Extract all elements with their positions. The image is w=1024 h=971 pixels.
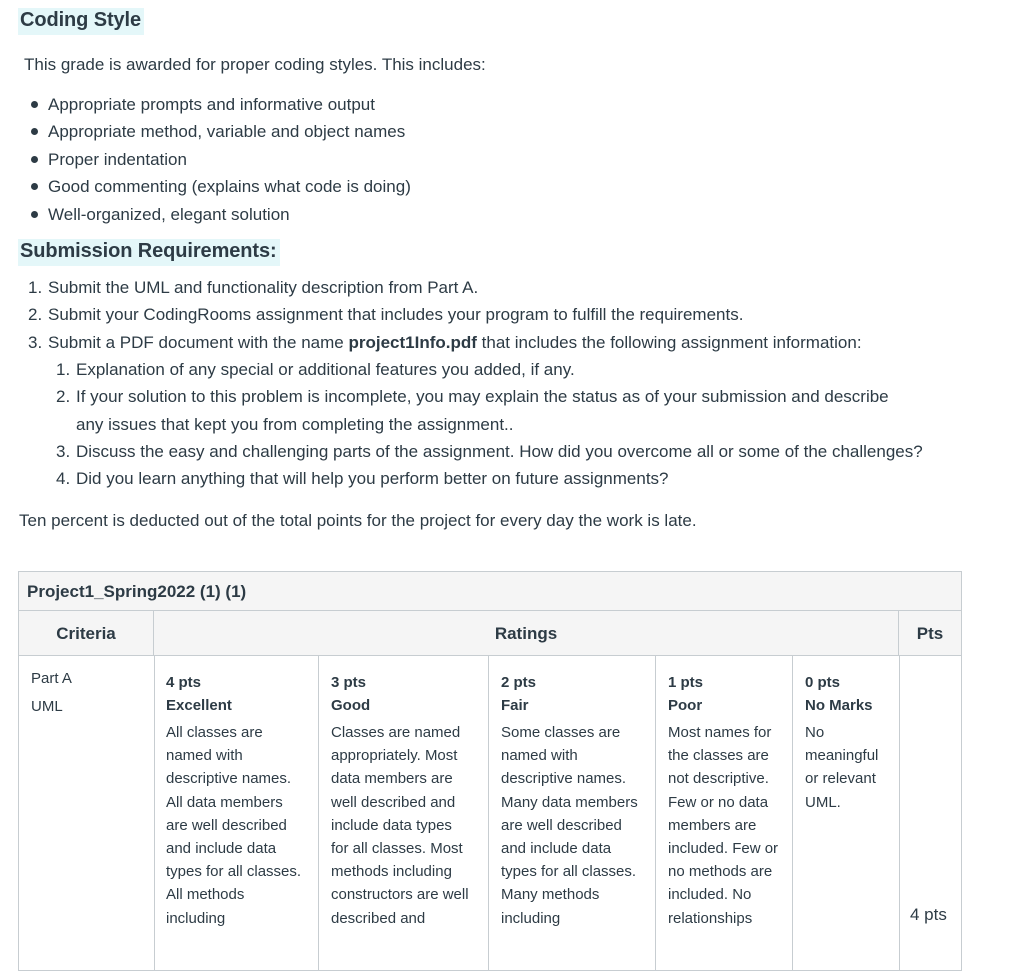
list-item: 2. Submit your CodingRooms assignment that includes your program to fulfill the requirements. [28,305,744,324]
pdf-filename: project1Info.pdf [348,333,477,352]
rating-fair [501,671,638,930]
rating-points: 3 pts [331,674,367,691]
rating-poor [668,671,778,930]
column-divider [655,656,656,970]
rating-description: Classes are named appropriately. Most data members are well described and include data types for all classes. Most methods including constructors are well described and [331,724,469,927]
column-divider [792,656,793,970]
rating-points: 4 pts [166,674,202,691]
rubric-table [18,571,962,971]
rating-name: Excellent [166,697,232,714]
criterion-part: Part A [31,670,72,687]
bullet-icon [31,101,38,108]
rating-no-marks [805,671,878,814]
rating-name: Fair [501,697,529,714]
late-policy: Ten percent is deducted out of the total points for the project for every day the work is late. [19,511,697,530]
rating-description: No meaningful or relevant UML. [805,724,879,811]
list-item: 3. Discuss the easy and challenging parts of the assignment. How did you overcome all or some of the challenges? [56,442,923,461]
list-item: Appropriate prompts and informative output [26,94,411,121]
bullet-icon [31,156,38,163]
coding-style-heading: Coding Style [18,8,144,35]
rating-name: No Marks [805,697,873,714]
list-item: 1. Submit the UML and functionality description from Part A. [28,278,479,297]
list-item: 4. Did you learn anything that will help you perform better on future assignments? [56,469,669,488]
column-divider [488,656,489,970]
rating-points: 1 pts [668,674,704,691]
ratings-header: Ratings [154,611,899,656]
list-item: 2. If your solution to this problem is incomplete, you may explain the status as of your submission and describe [56,387,889,406]
rating-points: 2 pts [501,674,537,691]
criteria-header: Criteria [19,611,154,656]
rubric-title: Project1_Spring2022 (1) (1) [19,572,961,611]
list-item: Appropriate method, variable and object names [26,121,411,148]
rating-good [331,671,469,930]
rating-name: Poor [668,697,703,714]
criterion-name: UML [31,698,63,715]
list-item: 3. Submit a PDF document with the name project1Info.pdf that includes the following assignment information: [28,333,862,352]
column-divider [318,656,319,970]
pts-header: Pts [899,611,961,656]
rating-name: Good [331,697,371,714]
rating-points: 0 pts [805,674,841,691]
list-item: Well-organized, elegant solution [26,204,411,231]
rating-excellent [166,671,301,930]
column-divider [899,656,900,970]
list-item-continuation: any issues that kept you from completing the assignment.. [76,415,514,434]
criterion-points: 4 pts [910,905,947,924]
coding-style-intro: This grade is awarded for proper coding styles. This includes: [24,55,486,74]
rating-description: All classes are named with descriptive names. All data members are well described and include data types for all classes. All methods including [166,724,302,927]
submission-heading: Submission Requirements: [18,239,280,266]
rating-description: Some classes are named with descriptive names. Many data members are well described and include data types for all classes. Many methods including [501,724,638,927]
rating-description: Most names for the classes are not descriptive. Few or no data members are included. Few or no methods are included. No relationships [668,724,779,927]
bullet-icon [31,183,38,190]
column-divider [154,656,155,970]
bullet-icon [31,128,38,135]
list-item: Proper indentation [26,149,411,176]
list-item: Good commenting (explains what code is doing) [26,176,411,203]
coding-style-list [26,94,411,231]
list-item: 1. Explanation of any special or additional features you added, if any. [56,360,575,379]
criterion-cell [31,665,72,721]
bullet-icon [31,211,38,218]
